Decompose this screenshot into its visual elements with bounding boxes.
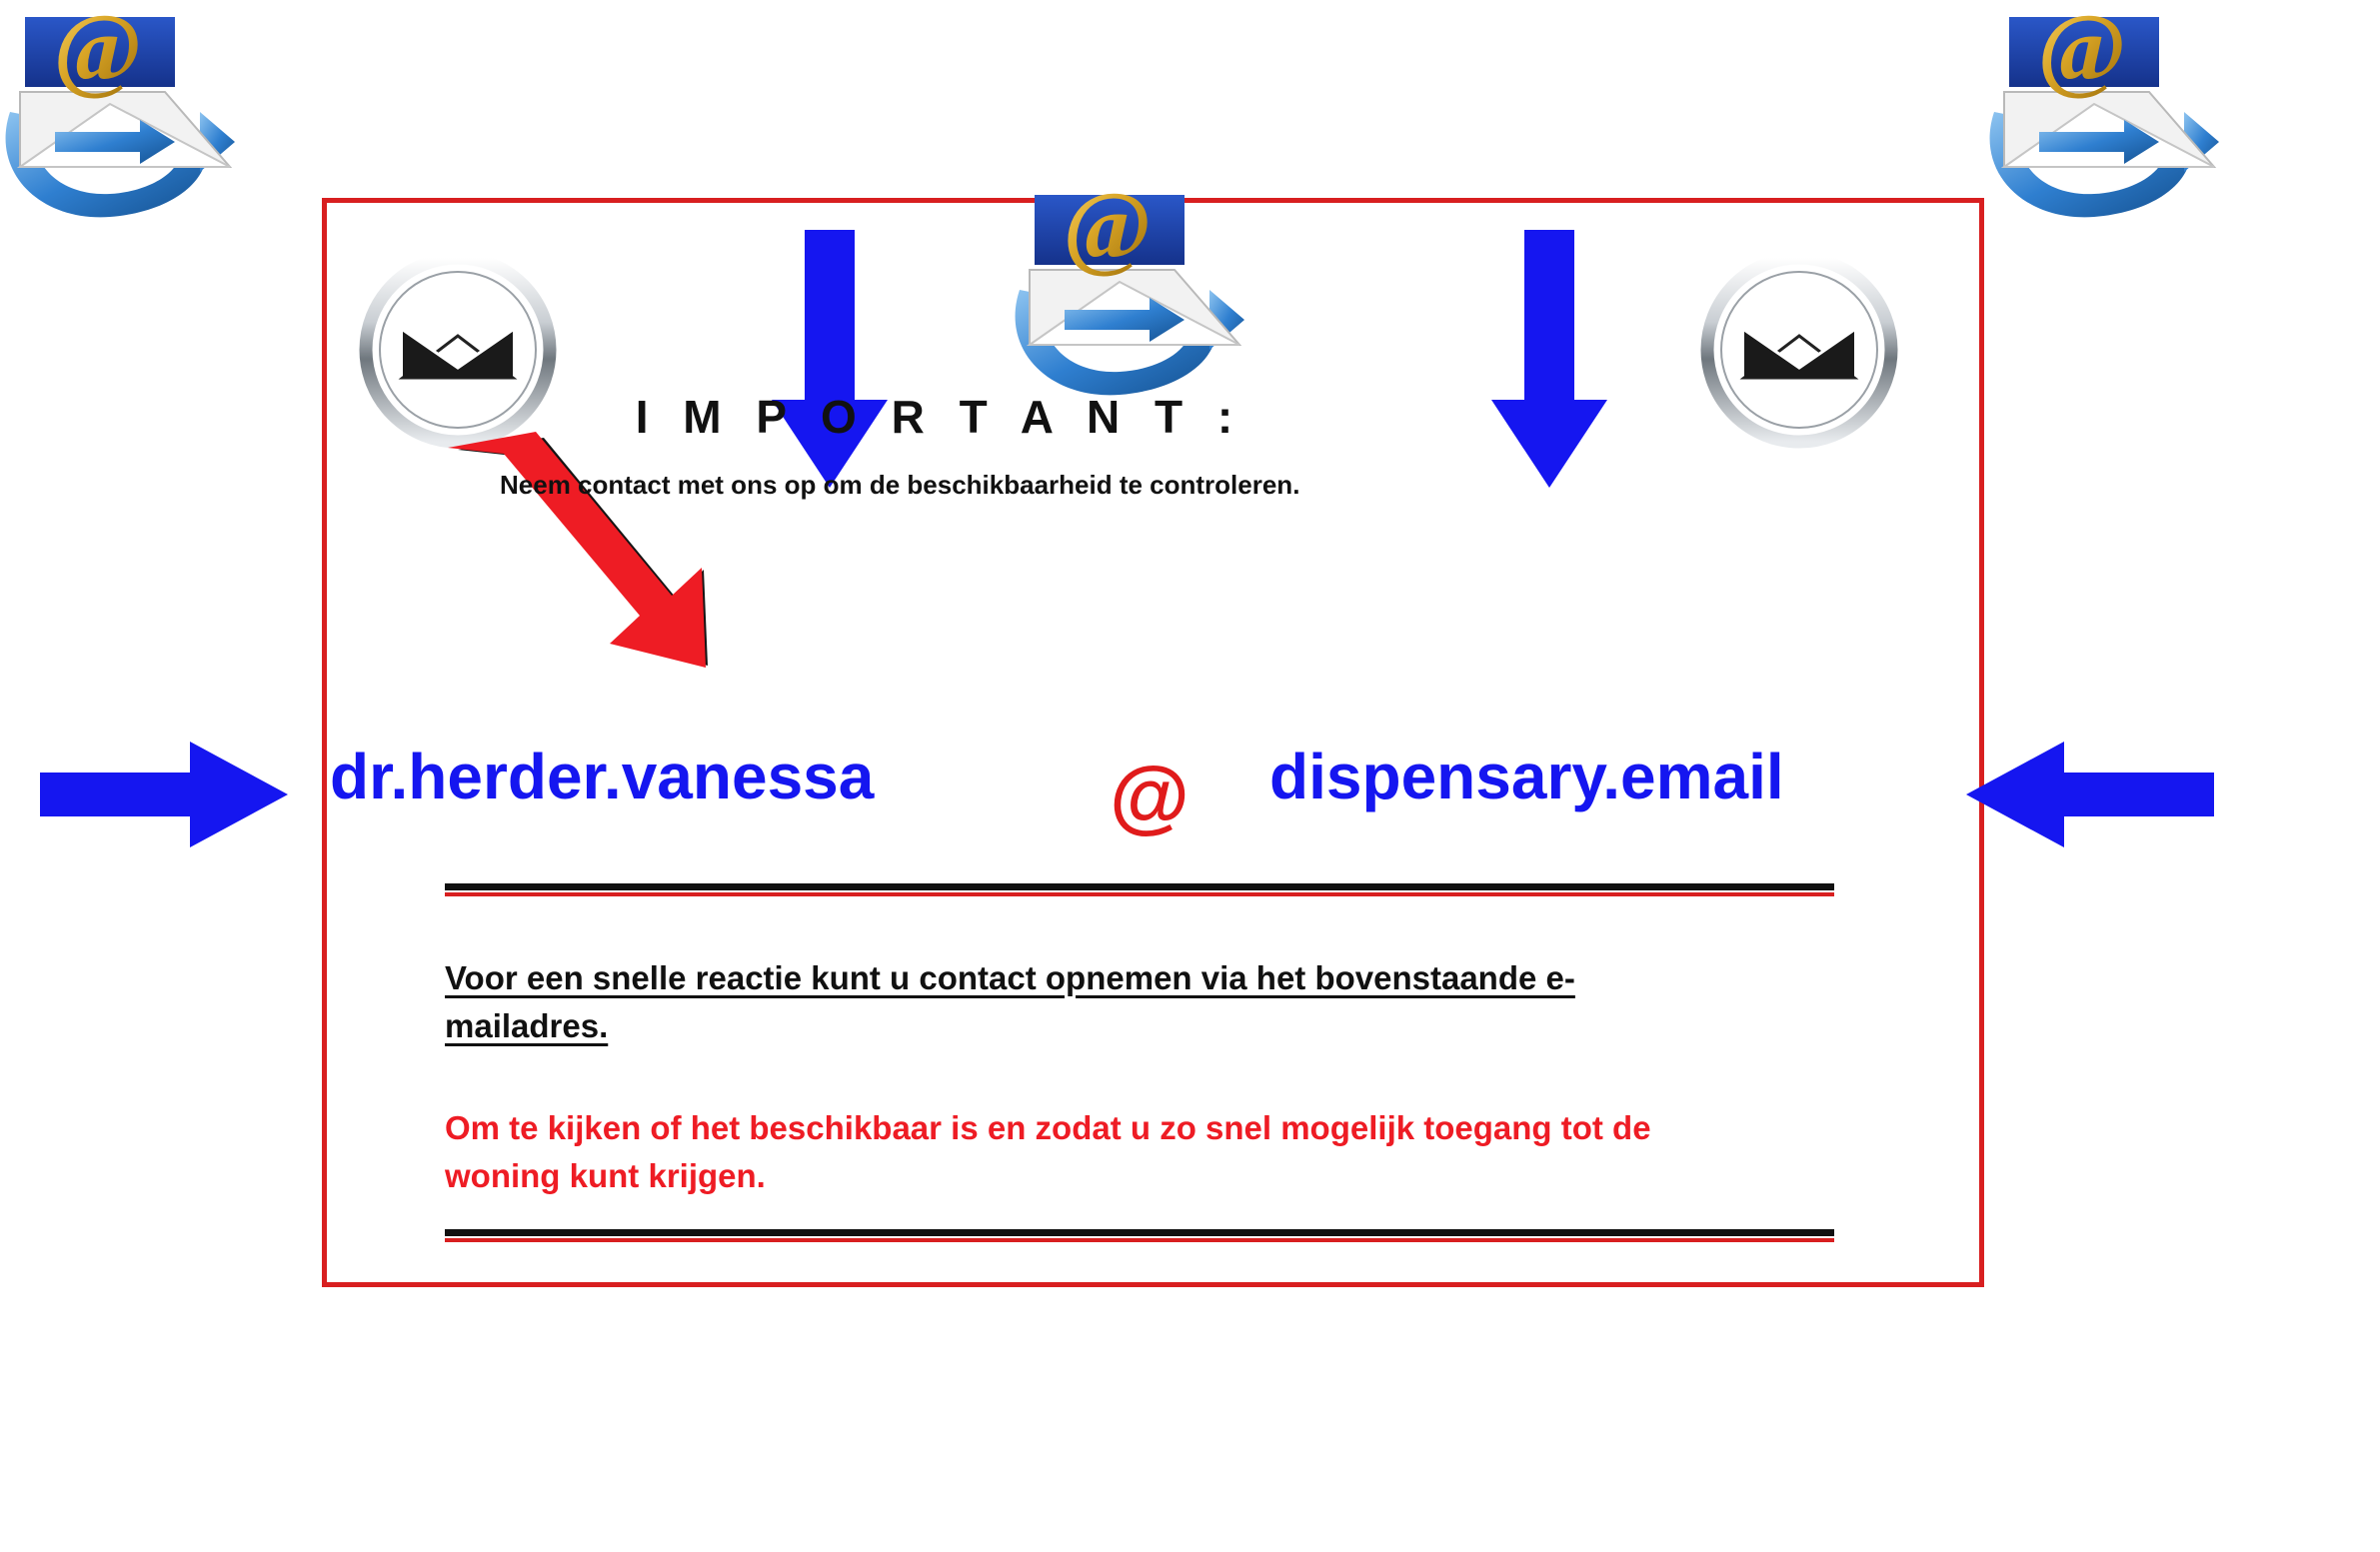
divider-top (445, 883, 1834, 896)
email-domain-part[interactable]: dispensary.email (1269, 741, 1784, 812)
circled-envelope-icon-left (358, 250, 558, 450)
divider-bottom-black-line (445, 1229, 1834, 1236)
arrow-down-icon-left (770, 230, 890, 490)
circled-envelope-icon-right (1699, 250, 1899, 450)
divider-top-black-line (445, 883, 1834, 890)
divider-bottom (445, 1229, 1834, 1242)
page-title: I M P O R T A N T : (635, 391, 1244, 443)
email-art-top-left (0, 0, 300, 242)
divider-top-red-line (445, 892, 1834, 896)
availability-paragraph: Om te kijken of het beschikbaar is en zodat u zo snel mogelijk toegang tot de woning kunt krijgen. (445, 1109, 1651, 1194)
email-at-symbol: @ (1110, 751, 1190, 841)
svg-text:@: @ (2037, 0, 2127, 101)
email-art-top-right (1984, 0, 2284, 242)
svg-text:@: @ (1063, 172, 1153, 279)
instruction-paragraph: Voor een snelle reactie kunt u contact opnemen via het bovenstaande e-mailadres. (445, 959, 1575, 1044)
email-address-row (0, 740, 2380, 849)
email-art-center (1010, 170, 1309, 420)
svg-text:@: @ (53, 0, 143, 101)
arrow-down-icon-right (1489, 230, 1609, 490)
divider-bottom-red-line (445, 1238, 1834, 1242)
notice-subtitle: Neem contact met ons op om de beschikbaarheid te controleren. (500, 470, 1300, 500)
email-local-part[interactable]: dr.herder.vanessa (330, 741, 875, 812)
